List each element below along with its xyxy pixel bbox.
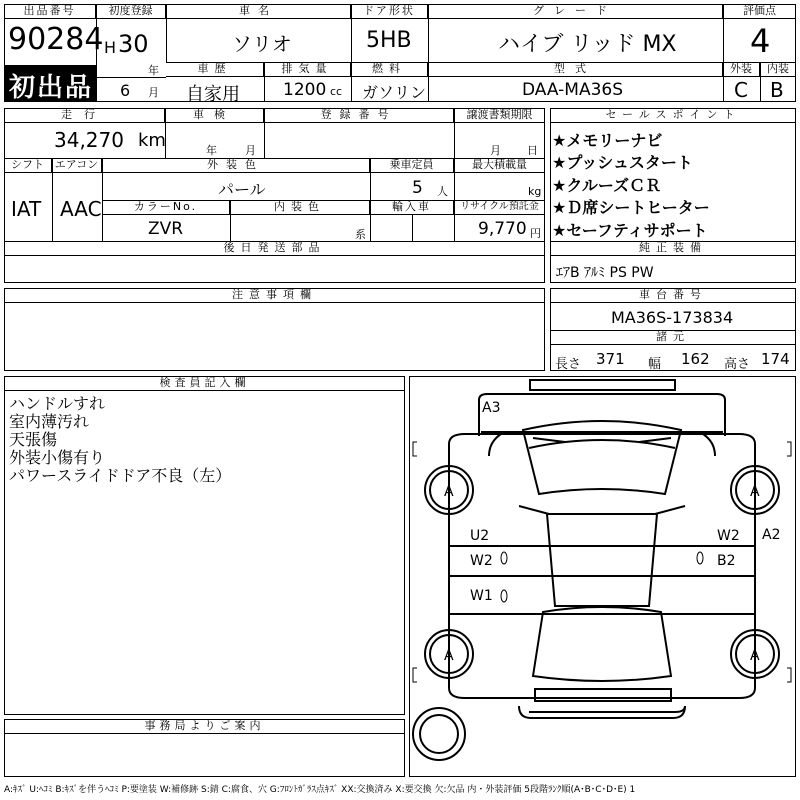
damage-mark: W1 [470,588,493,604]
aircon-label: エアコン [52,158,102,173]
length-label: 長さ [555,357,582,372]
capacity-value: 5 [412,178,423,198]
later-parts-label: 後日発送部品 [4,241,545,256]
damage-mark: U2 [470,528,490,544]
inspector-note: 天張傷 [9,430,58,449]
displacement-label: 排気量 [264,62,351,77]
grade-value: ハイブ リッド MX [498,32,677,57]
reg-label: 初度登録 [96,4,166,19]
fuel-value: ガソリン [362,83,427,102]
load-label: 最大積載量 [454,158,545,173]
model-label: 型式 [428,62,723,77]
score-value: 4 [750,22,771,60]
load-unit: kg [528,185,542,198]
colorno-label: カラーNo. [102,200,230,215]
reg-year: 30 [118,30,149,58]
inspector-title: 検査員記入欄 [4,376,405,391]
interior-color-label: 内装色 [230,200,370,215]
month-unit: 月 [148,86,159,99]
width-label: 幅 [648,357,662,372]
first-listing-label: 初出品 [9,73,94,103]
regnum-label: 登録番号 [264,108,454,123]
dl-day-unit: 日 [527,144,538,157]
model-value: DAA-MA36S [522,80,624,100]
aircon-value: AAC [60,197,102,221]
name-label: 車名 [166,4,351,19]
damage-mark: W2 [717,528,740,544]
exterior-color-value: パール [218,180,266,199]
yen-unit: 円 [530,227,541,240]
grade-label: グレード [428,4,723,19]
damage-mark: B2 [717,553,736,569]
equipment-value: ｴｱB ｱﾙﾐ PS PW [556,265,654,281]
car-name: ソリオ [232,32,292,56]
reg-era: H [104,38,117,57]
height-value: 174 [761,350,790,368]
reg-month: 6 [120,81,131,100]
shift-label: シフト [4,158,52,173]
cc-unit: cc [330,85,343,98]
chassis-value: MA36S-173834 [611,308,734,327]
fuel-label: 燃料 [351,62,428,77]
sales-item: ★Ｄ席シートヒーター [552,198,710,217]
damage-mark: A [444,648,454,664]
year-unit: 年 [148,64,159,77]
height-label: 高さ [724,357,751,372]
dims-title: 諸元 [550,330,796,345]
history-value: 自家用 [186,84,240,105]
sales-item: ★プッシュスタート [552,153,693,172]
width-value: 162 [681,350,710,368]
ext-label: 外装 [723,62,760,77]
recycle-value: 9,770 [478,219,527,239]
ext-grade: C [734,78,748,102]
displacement-value: 1200 [283,80,327,100]
car-diagram-svg [409,376,796,777]
km-unit: km [138,130,166,151]
lot-number: 90284 [8,22,104,57]
divider [723,4,724,102]
dl-month-unit: 月 [490,144,501,157]
divider [760,62,761,102]
lot-label: 出品番号 [4,4,96,19]
sales-item: ★セーフティサポート [552,221,708,240]
legend-text: A:ｷｽﾞ U:ﾍｺﾐ B:ｷｽﾞを伴うﾍｺﾐ P:要塗装 W:補修跡 S:錆 C:腐食、穴 G:ﾌﾛﾝﾄｶﾞﾗｽ点ｷｽﾞ XX:交換済み X:要交換 欠:欠品 内・外装評価 5段階ﾗﾝｸ順(A･B･C･D･E) 1 [4,785,636,795]
exterior-color-label: 外装色 [102,158,370,173]
interior-color-unit: 系 [355,228,366,241]
insp-year-unit: 年 [206,144,217,157]
shift-value: IAT [11,197,42,221]
capacity-label: 乗車定員 [370,158,454,173]
sales-item: ★クルーズＣＲ [552,176,662,195]
inspector-note: パワースライドドア不良（左） [9,466,232,485]
damage-mark: A [444,484,454,500]
int-grade: B [770,78,784,102]
inspector-note: 室内薄汚れ [9,412,90,431]
notes-title: 注意事項欄 [4,288,545,303]
capacity-unit: 人 [437,185,448,198]
deadline-label: 譲渡書類期限 [454,108,545,123]
recycle-label: リサイクル預託金 [454,200,545,215]
divider [96,77,166,78]
import-label: 輸入車 [370,200,454,215]
int-label: 内装 [760,62,796,77]
damage-mark: A [750,484,760,500]
sales-item: ★メモリーナビ [552,131,663,150]
damage-mark: A3 [482,400,501,416]
colorno-value: ZVR [148,219,184,239]
door-label: ドア形状 [351,4,428,19]
history-label: 車歴 [166,62,264,77]
inspector-note: 外装小傷有り [9,448,106,467]
equipment-title: 純正装備 [550,241,796,256]
insp-month-unit: 月 [245,144,256,157]
length-value: 371 [596,350,625,368]
damage-mark: W2 [470,553,493,569]
mileage-value: 34,270 [54,128,124,152]
damage-mark: A2 [762,527,781,543]
divider [52,158,53,241]
office-title: 事務局よりご案内 [4,719,405,734]
inspector-note: ハンドルすれ [9,394,106,413]
mileage-label: 走行 [4,108,165,123]
inspection-label: 車検 [165,108,264,123]
damage-mark: A [750,648,760,664]
divider [412,215,413,241]
chassis-title: 車台番号 [550,288,796,303]
door-type: 5HB [366,28,412,53]
score-label: 評価点 [723,4,796,19]
sales-title: セールスポイント [550,108,796,123]
